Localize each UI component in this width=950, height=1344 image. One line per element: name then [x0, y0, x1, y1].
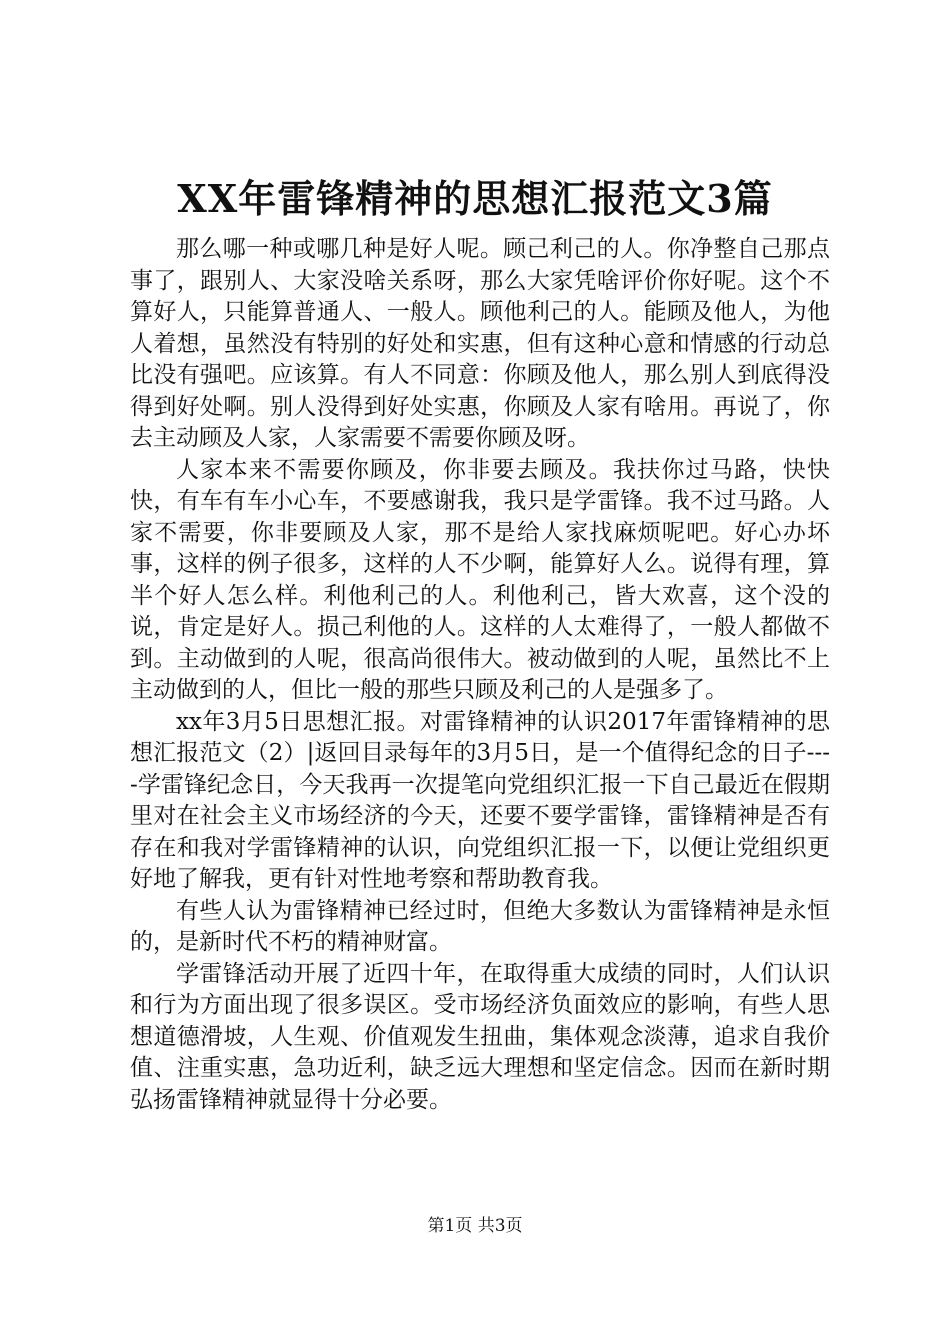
page-footer: 第1页 共3页 — [427, 1216, 523, 1236]
paragraph-5: 学雷锋活动开展了近四十年，在取得重大成绩的同时，人们认识和行为方面出现了很多误区。受市场经济负面效应的影响，有些人思想道德滑坡，人生观、价值观发生扭曲，集体观念淡薄，追求自我价值、注重实惠，急功近利，缺乏远大理想和坚定信念。因而在新时期弘扬雷锋精神就显得十分必要。 — [130, 960, 830, 1113]
paragraph-2: 人家本来不需要你顾及，你非要去顾及。我扶你过马路，快快快，有车有车小心车，不要感谢我，我只是学雷锋。我不过马路。人家不需要，你非要顾及人家，那不是给人家找麻烦呢吧。好心办坏事，这样的例子很多，这样的人不少啊，能算好人么。说得有理，算半个好人怎么样。利他利己的人。利他利己，皆大欢喜，这个没的说，肯定是好人。损己利他的人。这样的人太难得了，一般人都做不到。主动做到的人呢，很高尚很伟大。被动做到的人呢，虽然比不上主动做到的人，但比一般的那些只顾及利己的人是强多了。 — [130, 456, 830, 703]
paragraph-3: xx年3月5日思想汇报。对雷锋精神的认识2017年雷锋精神的思想汇报范文（2）|返回目录每年的3月5日，是一个值得纪念的日子----学雷锋纪念日，今天我再一次提笔向党组织汇报一下自己最近在假期里对在社会主义市场经济的今天，还要不要学雷锋，雷锋精神是否有存在和我对学雷锋精神的认识，向党组织汇报一下，以便让党组织更好地了解我，更有针对性地考察和帮助教育我。 — [130, 708, 830, 892]
document-title: XX年雷锋精神的思想汇报范文3篇 — [177, 176, 773, 221]
document-body — [130, 234, 830, 1116]
paragraph-4: 有些人认为雷锋精神已经过时，但绝大多数认为雷锋精神是永恒的，是新时代不朽的精神财富。 — [130, 897, 830, 955]
paragraph-1: 那么哪一种或哪几种是好人呢。顾己利己的人。你净整自己那点事了，跟别人、大家没啥关系呀，那么大家凭啥评价你好呢。这个不算好人，只能算普通人、一般人。顾他利己的人。能顾及他人，为他人着想，虽然没有特别的好处和实惠，但有这种心意和情感的行动总比没有强吧。应该算。有人不同意：你顾及他人，那么别人到底得没得到好处啊。别人没得到好处实惠，你顾及人家有啥用。再说了，你去主动顾及人家，人家需要不需要你顾及呀。 — [130, 236, 830, 451]
